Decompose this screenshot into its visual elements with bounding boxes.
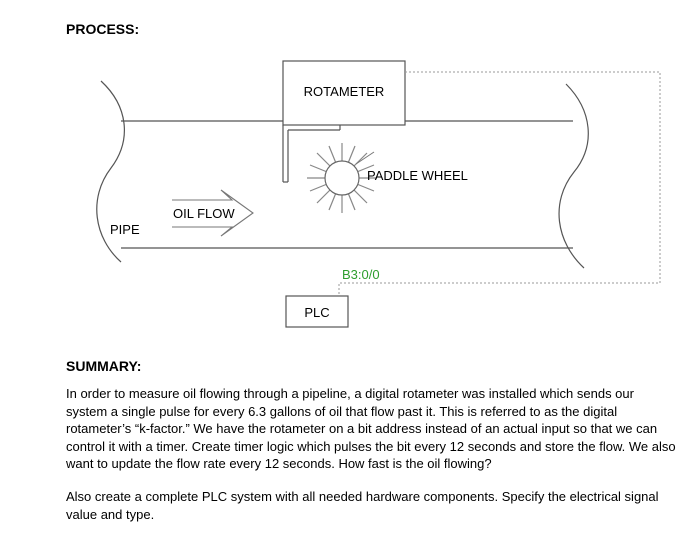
paddle-wheel-label: PADDLE WHEEL	[367, 168, 468, 183]
process-heading: PROCESS:	[66, 21, 140, 37]
rotameter-label: ROTAMETER	[303, 84, 385, 99]
bit-address-label: B3:0/0	[342, 267, 380, 282]
paddle-wheel-leader	[356, 152, 374, 164]
oil-flow-label: OIL FLOW	[173, 206, 235, 221]
plc-label: PLC	[304, 305, 330, 320]
summary-heading: SUMMARY:	[66, 358, 142, 374]
pipe-right-break	[559, 84, 588, 268]
pipe-label: PIPE	[110, 222, 140, 237]
summary-paragraph-1: In order to measure oil flowing through a pipeline, a digital rotameter was installed which sends our system a single pulse for every 6.3 gallons of oil that flow past it. This is referred to as the digital rotameter’s “k-factor.” We have the rotameter on a bit address instead of an actual input so that we can control it with a timer. Create timer logic which pulses the bit every 12 seconds and store the flow. We also want to update the flow rate every 12 seconds. How fast is the oil flowing?	[66, 386, 676, 472]
summary-paragraph-2: Also create a complete PLC system with all needed hardware components. Specify the electrical signal value and type.	[66, 489, 659, 522]
